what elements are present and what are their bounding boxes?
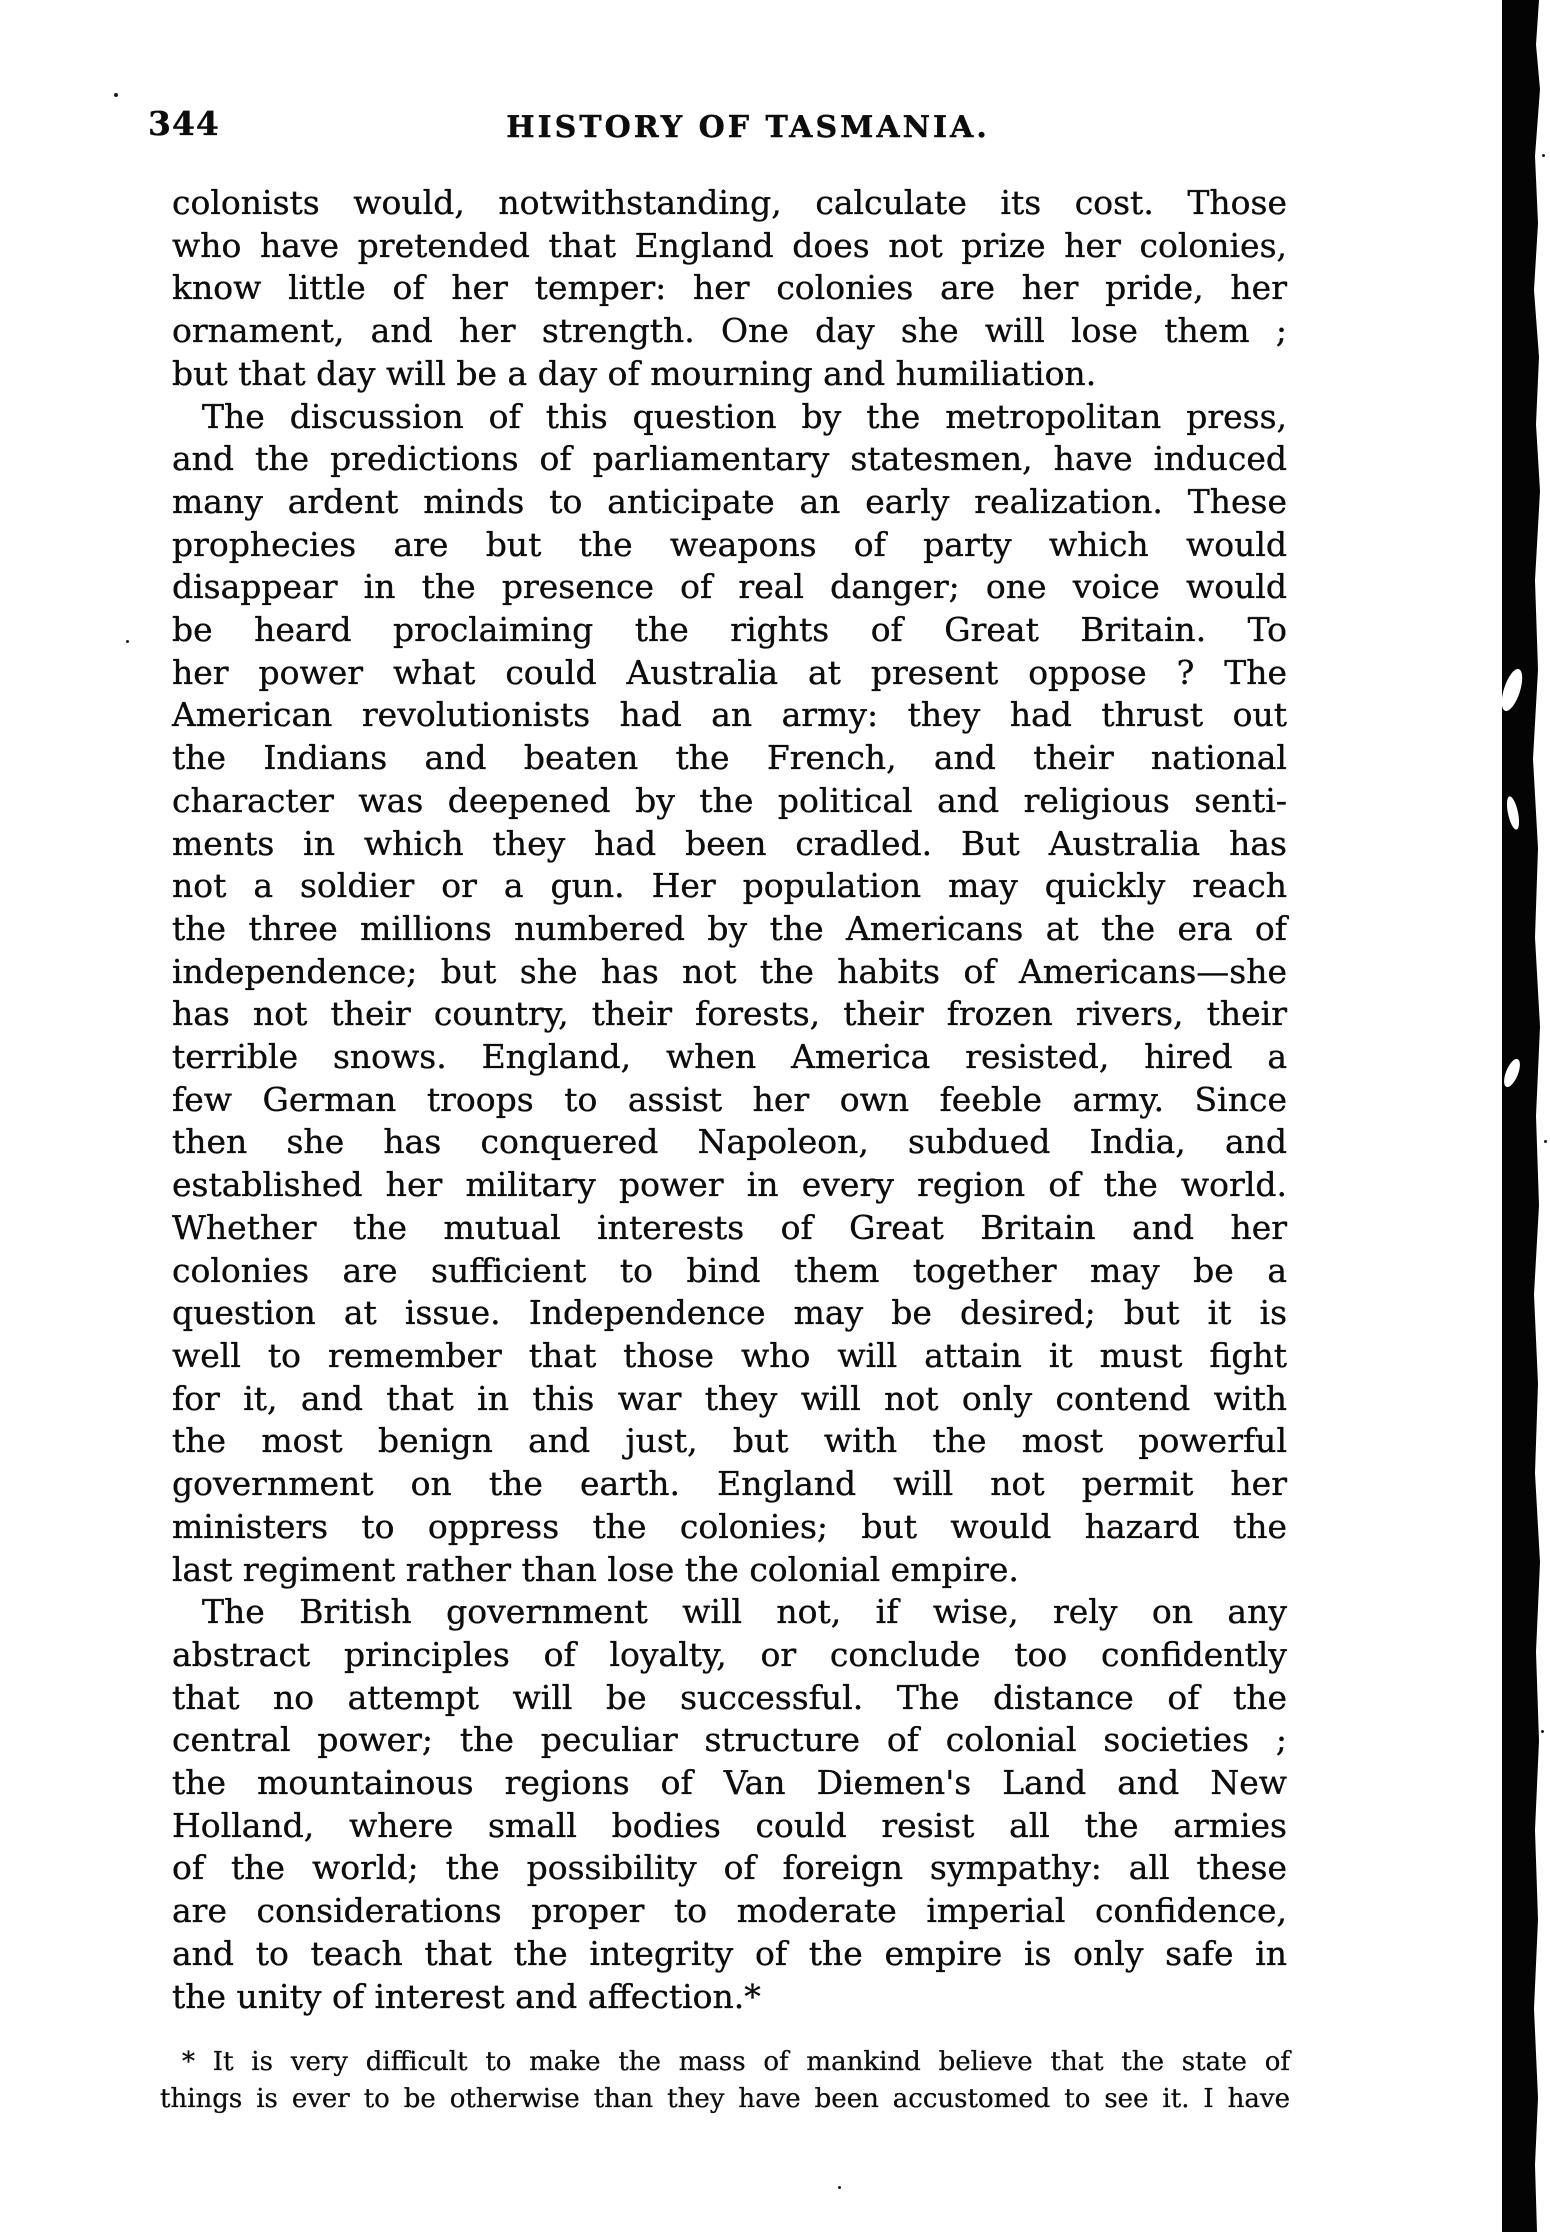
- text-line: ministers to oppress the colonies; but would hazard the: [172, 1506, 1287, 1546]
- text-line: independence; but she has not the habits of Americans—she: [172, 951, 1287, 991]
- text-line: that no attempt will be successful. The distance of the: [172, 1677, 1287, 1717]
- text-line: central power; the peculiar structure of colonial societies ;: [172, 1720, 1287, 1760]
- text-line: terrible snows. England, when America resisted, hired a: [172, 1037, 1287, 1077]
- text-line: the mountainous regions of Van Diemen's Land and New: [172, 1763, 1287, 1803]
- text-line: question at issue. Independence may be desired; but it is: [172, 1293, 1287, 1333]
- text-line: last regiment rather than lose the colonial empire.: [172, 1549, 1019, 1589]
- text-line: and the predictions of parliamentary statesmen, have induced: [172, 439, 1287, 479]
- text-line: the most benign and just, but with the most powerful: [172, 1421, 1287, 1461]
- text-line: few German troops to assist her own feeble army. Since: [172, 1079, 1287, 1119]
- body-text: [172, 182, 1287, 2018]
- text-line: government on the earth. England will not permit her: [172, 1464, 1287, 1504]
- text-line: the unity of interest and affection.*: [172, 1976, 761, 2016]
- text-line: know little of her temper: her colonies are her pride, her: [172, 268, 1287, 308]
- ink-speck: [114, 93, 118, 97]
- footnote-line: * It is very difficult to make the mass of mankind believe that the state of: [182, 2047, 1290, 2077]
- text-line: and to teach that the integrity of the empire is only safe in: [172, 1933, 1287, 1973]
- text-line: colonists would, notwithstanding, calculate its cost. Those: [172, 183, 1287, 222]
- text-line: Whether the mutual interests of Great Britain and her: [172, 1207, 1287, 1247]
- paragraph: [172, 1591, 1287, 2018]
- text-line: many ardent minds to anticipate an early realization. These: [172, 481, 1287, 521]
- text-line: character was deepened by the political and religious senti-: [172, 780, 1287, 820]
- text-line: of the world; the possibility of foreign sympathy: all these: [172, 1848, 1287, 1888]
- text-line: but that day will be a day of mourning and humiliation.: [172, 353, 1097, 393]
- text-line: be heard proclaiming the rights of Great Britain. To: [172, 610, 1287, 650]
- text-line: who have pretended that England does not prize her colonies,: [172, 225, 1287, 265]
- text-line: prophecies are but the weapons of party which would: [172, 524, 1287, 564]
- ink-speck: [838, 2186, 841, 2189]
- text-line: ments in which they had been cradled. But Australia has: [172, 823, 1287, 863]
- ink-speck: [1544, 1140, 1547, 1143]
- text-line: ornament, and her strength. One day she will lose them ;: [172, 311, 1287, 351]
- text-line: the Indians and beaten the French, and their national: [172, 738, 1287, 778]
- text-line: The discussion of this question by the metropolitan press,: [202, 396, 1287, 436]
- text-line: the three millions numbered by the Americans at the era of: [172, 908, 1287, 948]
- text-line: colonies are sufficient to bind them together may be a: [172, 1250, 1287, 1290]
- text-line: then she has conquered Napoleon, subdued India, and: [172, 1122, 1287, 1162]
- text-line: has not their country, their forests, their frozen rivers, their: [172, 994, 1287, 1034]
- scan-band-hole: [1505, 795, 1522, 830]
- text-line: The British government will not, if wise, rely on any: [202, 1592, 1287, 1632]
- scan-band-hole: [1501, 1057, 1523, 1089]
- ink-speck: [126, 640, 129, 643]
- text-line: abstract principles of loyalty, or conclude too confidently: [172, 1634, 1287, 1674]
- text-line: not a soldier or a gun. Her population may quickly reach: [172, 866, 1287, 906]
- text-line: well to remember that those who will attain it must fight: [172, 1335, 1287, 1375]
- page-number: 344: [148, 104, 220, 143]
- paragraph: [172, 396, 1287, 1592]
- text-line: are considerations proper to moderate imperial confidence,: [172, 1891, 1287, 1931]
- scan-artifact-band: [1502, 0, 1546, 2232]
- text-line: Holland, where small bodies could resist all the armies: [172, 1805, 1287, 1845]
- footnote-line: things is ever to be otherwise than they have been accustomed to see it. I have: [160, 2084, 1290, 2114]
- text-line: her power what could Australia at present oppose ? The: [172, 652, 1287, 692]
- text-line: disappear in the presence of real danger; one voice would: [172, 567, 1287, 607]
- footnote: [160, 2044, 1290, 2118]
- text-line: American revolutionists had an army: they had thrust out: [172, 695, 1287, 735]
- text-line: for it, and that in this war they will not only contend with: [172, 1378, 1287, 1418]
- ink-speck: [1542, 154, 1545, 157]
- ink-speck: [1541, 1730, 1544, 1733]
- text-line: established her military power in every region of the world.: [172, 1165, 1287, 1205]
- scan-band-hole: [1498, 667, 1527, 714]
- running-title: HISTORY OF TASMANIA.: [506, 110, 990, 145]
- paragraph: [172, 182, 1287, 396]
